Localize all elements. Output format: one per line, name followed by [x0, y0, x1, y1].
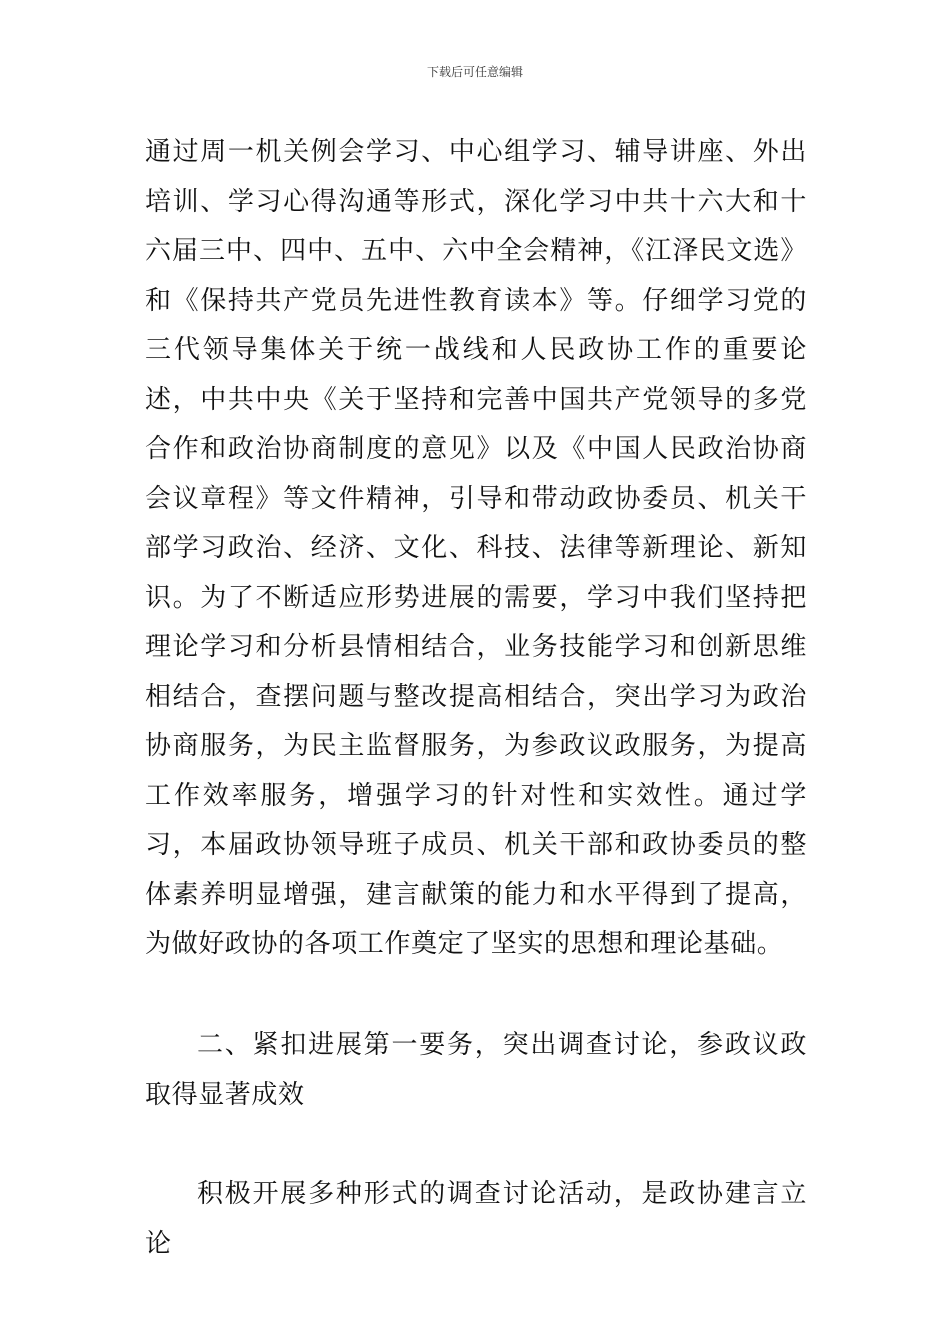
body-paragraph: 通过周一机关例会学习、中心组学习、辅导讲座、外出培训、学习心得沟通等形式，深化学习中共十六大和十六届三中、四中、五中、六中全会精神，《江泽民文选》和《保持共产党员先进性教育读本》等。仔细学习党的三代领导集体关于统一战线和人民政协工作的重要论述，中共中央《关于坚持和完善中国共产党领导的多党合作和政治协商制度的意见》以及《中国人民政治协商会议章程》等文件精神，引导和带动政协委员、机关干部学习政治、经济、文化、科技、法律等新理论、新知识。为了不断适应形势进展的需要，学习中我们坚持把理论学习和分析县情相结合，业务技能学习和创新思维相结合，查摆问题与整改提高相结合，突出学习为政治协商服务，为民主监督服务，为参政议政服务，为提高工作效率服务，增强学习的针对性和实效性。通过学习，本届政协领导班子成员、机关干部和政协委员的整体素养明显增强，建言献策的能力和水平得到了提高，为做好政协的各项工作奠定了坚实的思想和理论基础。 — [145, 137, 807, 959]
body-paragraph: 积极开展多种形式的调查讨论活动，是政协建言立论 — [145, 1179, 807, 1259]
section-heading: 二、紧扣进展第一要务，突出调查讨论，参政议政取得显著成效 — [145, 1030, 807, 1110]
page-header: 下载后可任意编辑 — [426, 65, 523, 79]
